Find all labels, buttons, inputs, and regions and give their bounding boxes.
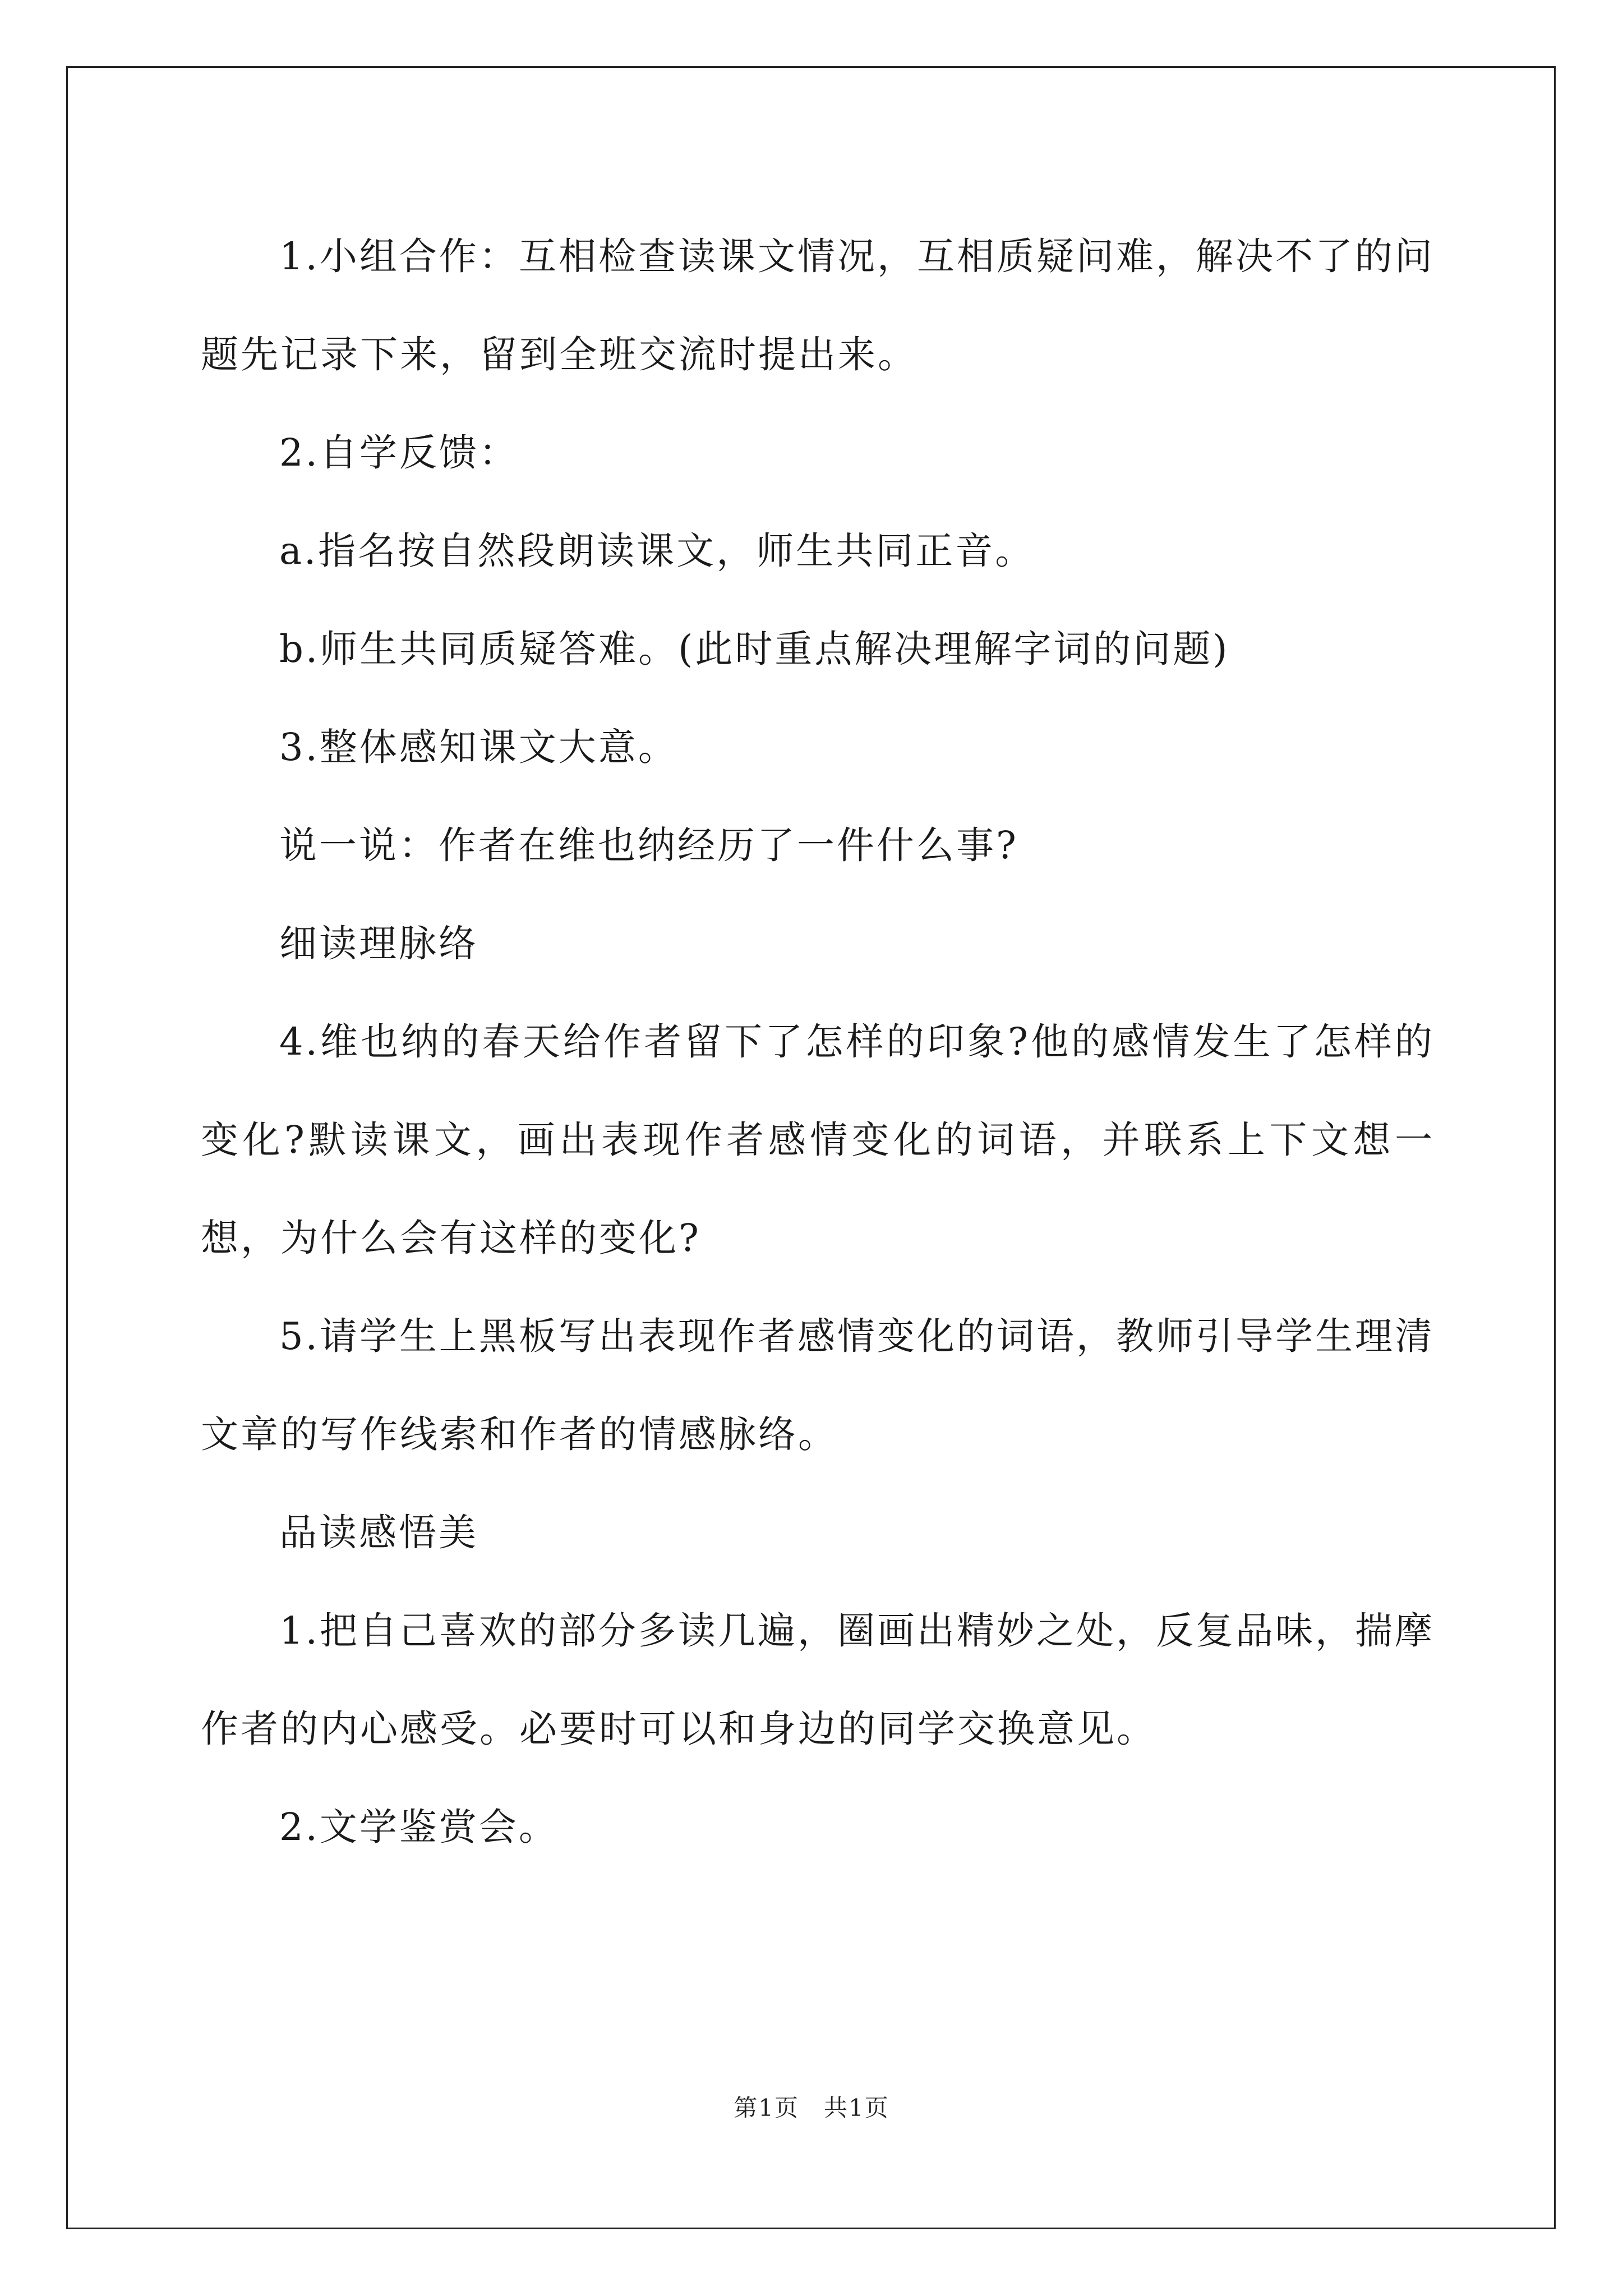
paragraph-blackboard: 5.请学生上黑板写出表现作者感情变化的词语，教师引导学生理清文章的写作线索和作者的情感脉络。 [201,1314,1435,1456]
document-body [201,208,1435,1876]
paragraph-read-aloud: a.指名按自然段朗读课文，师生共同正音。 [279,529,1035,573]
paragraph-group-work: 1.小组合作：互相检查读课文情况，互相质疑问难，解决不了的问题先记录下来，留到全班交流时提出来。 [201,234,1435,376]
paragraph-self-study-feedback: 2.自学反馈： [279,431,519,475]
paragraph-overall-perception: 3.整体感知课文大意。 [279,725,678,769]
page-number-footer: 第1页 共1页 [734,2094,889,2122]
paragraph-vienna-spring: 4.维也纳的春天给作者留下了怎样的印象?他的感情发生了怎样的变化?默读课文，画出表现作者感情变化的词语，并联系上下文想一想，为什么会有这样的变化? [201,1020,1435,1260]
section-heading-appreciation: 品读感悟美 [279,1511,478,1554]
paragraph-favorite-parts: 1.把自己喜欢的部分多读几遍，圈画出精妙之处，反复品味，揣摩作者的内心感受。必要时可以和身边的同学交换意见。 [201,1609,1435,1751]
paragraph-literary-appreciation: 2.文学鉴赏会。 [279,1805,559,1849]
paragraph-question-answer: b.师生共同质疑答难。(此时重点解决理解字词的问题) [279,627,1230,671]
section-heading-detailed-reading: 细读理脉络 [279,922,478,965]
paragraph-say-it: 说一说：作者在维也纳经历了一件什么事? [279,823,1018,867]
